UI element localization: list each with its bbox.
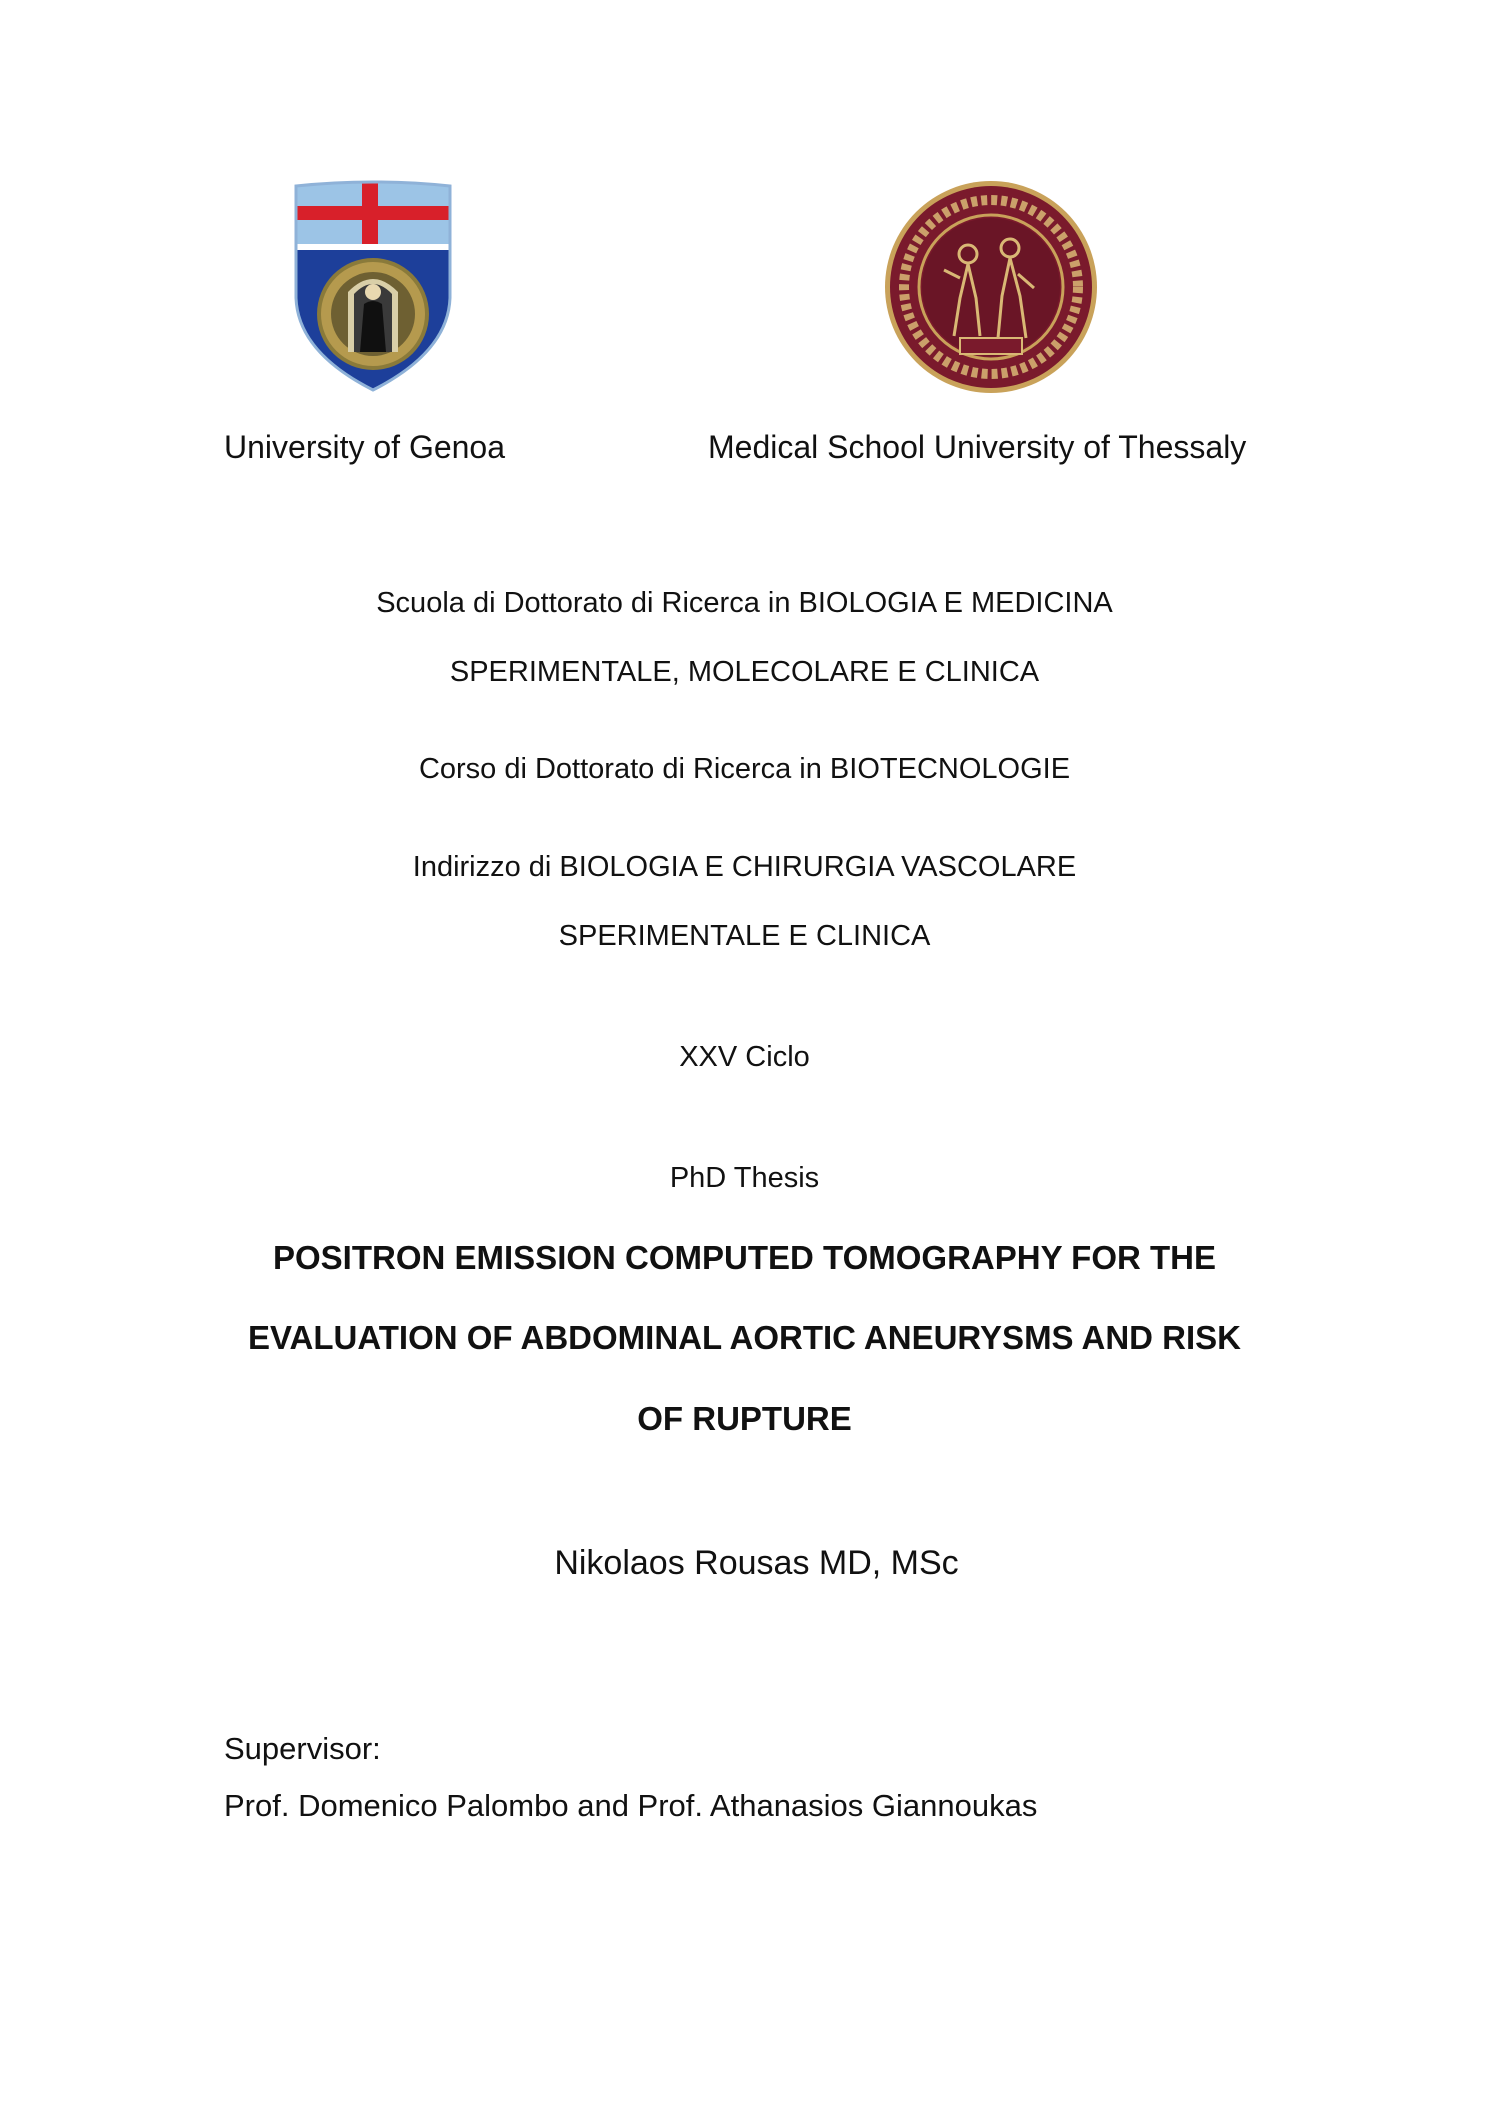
thesis-title-line-3: OF RUPTURE bbox=[637, 1400, 852, 1437]
university-of-genoa-logo bbox=[292, 180, 454, 394]
supervisor-label: Supervisor: bbox=[224, 1731, 381, 1766]
supervisor-names: Prof. Domenico Palombo and Prof. Athanasios Giannoukas bbox=[224, 1788, 1038, 1823]
institution-name-genoa: University of Genoa bbox=[224, 429, 506, 465]
doctoral-course: Corso di Dottorato di Ricerca in BIOTECNOLOGIE bbox=[418, 753, 1071, 785]
institution-name-thessaly: Medical School University of Thessaly bbox=[708, 429, 1247, 465]
cycle: XXV Ciclo bbox=[679, 1041, 810, 1073]
curriculum-line-1: Indirizzo di BIOLOGIA E CHIRURGIA VASCOLARE bbox=[412, 851, 1077, 883]
document-type: PhD Thesis bbox=[669, 1162, 820, 1194]
medical-school-thessaly-seal-logo bbox=[882, 178, 1100, 396]
doctoral-school-line-2: SPERIMENTALE, MOLECOLARE E CLINICA bbox=[449, 656, 1040, 688]
thesis-title-line-1: POSITRON EMISSION COMPUTED TOMOGRAPHY FOR THE bbox=[272, 1239, 1216, 1276]
doctoral-school-line-1: Scuola di Dottorato di Ricerca in BIOLOGIA E MEDICINA bbox=[376, 587, 1113, 619]
author-name: Nikolaos Rousas MD, MSc bbox=[554, 1544, 959, 1582]
curriculum-line-2: SPERIMENTALE E CLINICA bbox=[558, 920, 931, 952]
thesis-title-line-2: EVALUATION OF ABDOMINAL AORTIC ANEURYSMS AND RISK bbox=[247, 1319, 1242, 1356]
